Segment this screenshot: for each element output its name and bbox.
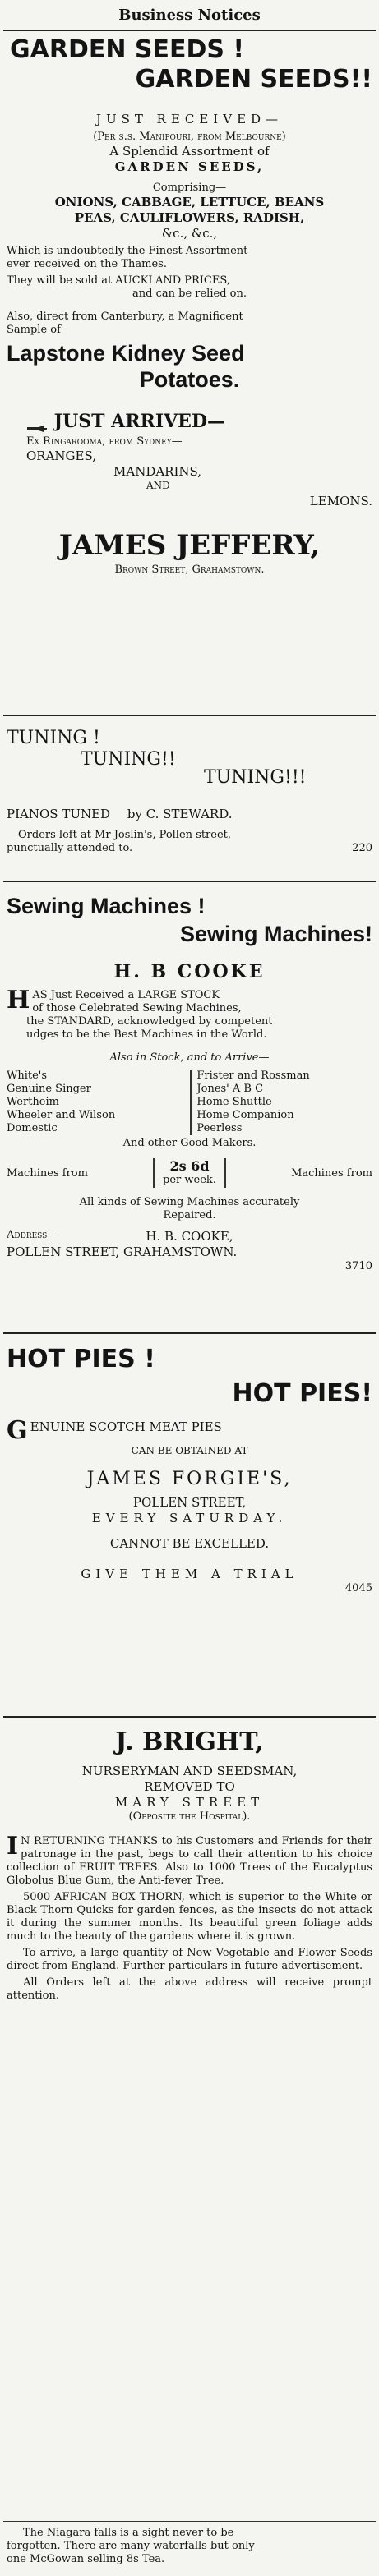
comprising-line: Comprising— <box>152 182 227 194</box>
other-makers: And other Good Makers. <box>122 1137 257 1149</box>
weekly-price: 2s 6d <box>169 1158 210 1174</box>
machine-list-right <box>190 1070 372 1135</box>
repair-line-1: All kinds of Sewing Machines accurately <box>79 1196 300 1208</box>
hot-pies-heading-1: HOT PIES ! <box>7 1345 155 1373</box>
sewing-machines-ad <box>7 892 372 1327</box>
garden-seeds-heading-2: GARDEN SEEDS!! <box>135 65 372 94</box>
bright-body-3: To arrive, a large quantity of New Vegetable and Flower Seeds direct from England. Further particulars in future advertisement. <box>7 1947 372 1972</box>
cooke-para-1: HAS Just Received a LARGE STOCK <box>7 986 220 1014</box>
hot-pies-ad <box>7 1346 372 1711</box>
price-box <box>153 1158 226 1188</box>
hot-pies-heading-2: HOT PIES! <box>232 1379 372 1408</box>
seed-list-3: &c., &c., <box>161 226 218 241</box>
cannot-be-excelled: CANNOT BE EXCELLED. <box>109 1536 270 1551</box>
sewing-heading-1: Sewing Machines ! <box>7 894 206 918</box>
splendid-line: A Splendid Assortment of <box>109 144 270 159</box>
bright-name: J. BRIGHT, <box>115 1727 264 1756</box>
divider <box>3 2521 376 2522</box>
canterbury-line-2: Sample of <box>7 324 61 336</box>
pointing-hand-icon <box>26 417 48 427</box>
machines-from-right: Machines from <box>291 1166 372 1180</box>
address-label: Address— <box>7 1229 58 1241</box>
cooke-address-1: H. B. COOKE, <box>146 1229 233 1244</box>
pianos-line <box>7 807 372 822</box>
tuning-ad-number: 220 <box>352 842 372 854</box>
machine-brand: White's <box>7 1070 48 1082</box>
machine-brand: Genuine Singer <box>7 1083 91 1095</box>
machine-brand: Jones' A B C <box>196 1083 264 1095</box>
finest-line-1: Which is undoubtedly the Finest Assortment <box>7 245 248 257</box>
oranges: ORANGES, <box>26 448 96 463</box>
machines-from-left: Machines from <box>7 1166 88 1180</box>
seed-list-2: PEAS, CAULIFLOWERS, RADISH, <box>74 210 305 225</box>
divider <box>3 1332 376 1334</box>
just-arrived-row <box>26 411 372 432</box>
tuning-3: TUNING!!! <box>204 767 307 788</box>
scotch-pies: GENUINE SCOTCH MEAT PIES <box>7 1416 222 1445</box>
ex-ship-line: Ex Ringarooma, from Sydney— <box>26 435 183 448</box>
niagara-line-1: The Niagara falls is a sight never to be <box>23 2527 234 2539</box>
niagara-notice <box>7 2527 372 2576</box>
jeffery-address: Brown Street, Grahamstown. <box>114 564 265 576</box>
cooke-name: H. B COOKE <box>113 961 266 982</box>
sold-line-2: and can be relied on. <box>132 288 247 300</box>
machine-brand: Domestic <box>7 1122 58 1134</box>
bright-opposite: (Opposite the Hospital). <box>128 1810 251 1823</box>
cooke-para-3: the STANDARD, acknowledged by competent <box>26 1015 273 1028</box>
tuning-orders-1: Orders left at Mr Joslin's, Pollen street, <box>18 829 232 841</box>
seed-list-1: ONIONS, CABBAGE, LETTUCE, BEANS <box>54 195 325 209</box>
garden-seeds-line: GARDEN SEEDS, <box>114 159 265 174</box>
divider <box>3 881 376 882</box>
section-header: Business Notices <box>118 7 261 24</box>
divider <box>3 715 376 716</box>
tuning-1: TUNING ! <box>7 728 100 748</box>
garden-seeds-heading-1: GARDEN SEEDS ! <box>10 35 245 64</box>
lemons: LEMONS. <box>309 494 372 508</box>
potato-heading-2: Potatoes. <box>139 367 240 392</box>
potato-heading-1: Lapstone Kidney Seed <box>7 341 245 366</box>
and-word: AND <box>146 480 170 491</box>
cooke-para-4: udges to be the Best Machines in the World. <box>26 1028 267 1041</box>
machine-brand: Wertheim <box>7 1096 59 1108</box>
niagara-line-2: forgotten. There are many waterfalls but only <box>7 2540 255 2552</box>
price-row <box>7 1158 372 1188</box>
garden-seeds-ad <box>7 36 372 710</box>
tuning-ad <box>7 728 372 876</box>
divider <box>3 1716 376 1718</box>
bright-body-4: All Orders left at the above address will receive prompt attention. <box>7 1976 372 2002</box>
niagara-line-3: one McGowan selling 8s Tea. <box>7 2553 165 2565</box>
cooke-address-2: POLLEN STREET, GRAHAMSTOWN. <box>7 1244 238 1259</box>
tuning-orders-row <box>7 842 372 855</box>
machine-brand: Home Shuttle <box>196 1096 272 1108</box>
mandarins: MANDARINS, <box>113 464 202 479</box>
bright-body-2: 5000 AFRICAN BOX THORN, which is superior to the White or Black Thorn Quicks for garden fences, as the insects do not attack it during the summer months. Its beautiful green foliage adds much to the beauty of the gardens where it is grown. <box>7 1891 372 1943</box>
machine-list-left <box>7 1070 183 1135</box>
jeffery-name: JAMES JEFFERY, <box>58 529 321 562</box>
sewing-heading-2: Sewing Machines! <box>179 922 372 946</box>
pianos-tuned: PIANOS TUNED <box>7 807 111 821</box>
tuning-orders-2: punctually attended to. <box>7 842 133 854</box>
also-in-stock: Also in Stock, and to Arrive— <box>109 1051 270 1064</box>
finest-line-2: ever received on the Thames. <box>7 258 167 270</box>
bright-trade: NURSERYMAN AND SEEDSMAN, <box>81 1764 298 1778</box>
repair-line-2: Repaired. <box>163 1209 216 1221</box>
machine-brand: Peerless <box>196 1122 243 1134</box>
canterbury-line-1: Also, direct from Canterbury, a Magnificent <box>7 310 243 323</box>
divider <box>3 30 376 31</box>
just-received: JUST RECEIVED— <box>95 112 284 126</box>
pianos-tuner: by C. STEWARD. <box>127 807 233 821</box>
forgie-name: JAMES FORGIE'S, <box>86 1469 293 1489</box>
just-arrived: JUST ARRIVED— <box>53 411 226 432</box>
give-them-a-trial: GIVE THEM A TRIAL <box>81 1566 298 1581</box>
machine-brand: Frister and Rossman <box>196 1070 310 1082</box>
per-week: per week. <box>163 1174 216 1186</box>
cooke-para-2: of those Celebrated Sewing Machines, <box>32 1002 242 1014</box>
machine-brand: Home Companion <box>196 1109 294 1121</box>
can-be-obtained: CAN BE OBTAINED AT <box>131 1445 248 1456</box>
pollen-street: POLLEN STREET, <box>132 1495 247 1510</box>
every-saturday: EVERY SATURDAY. <box>91 1511 288 1525</box>
bright-body-1: IN RETURNING THANKS to his Customers and Friends for their patronage in the past, begs to call their attention to his choice collection of FRUIT TREES. Also to 1000 Trees of the Eucalyptus Globolus Blue Gum, the Anti-fever Tree. <box>7 1832 372 1887</box>
machine-brand: Wheeler and Wilson <box>7 1109 116 1121</box>
sewing-ad-number: 3710 <box>344 1260 372 1272</box>
machine-list <box>7 1070 372 1135</box>
bright-mary-street: MARY STREET <box>114 1795 265 1810</box>
sold-line-1: They will be sold at AUCKLAND PRICES, <box>7 274 230 287</box>
pies-ad-number: 4045 <box>344 1582 372 1594</box>
bright-removed: REMOVED TO <box>144 1779 235 1794</box>
bright-nursery-ad <box>7 1727 372 2516</box>
tuning-2: TUNING!! <box>81 749 176 770</box>
ship-line: (Per s.s. Manipouri, from Melbourne) <box>93 131 286 143</box>
